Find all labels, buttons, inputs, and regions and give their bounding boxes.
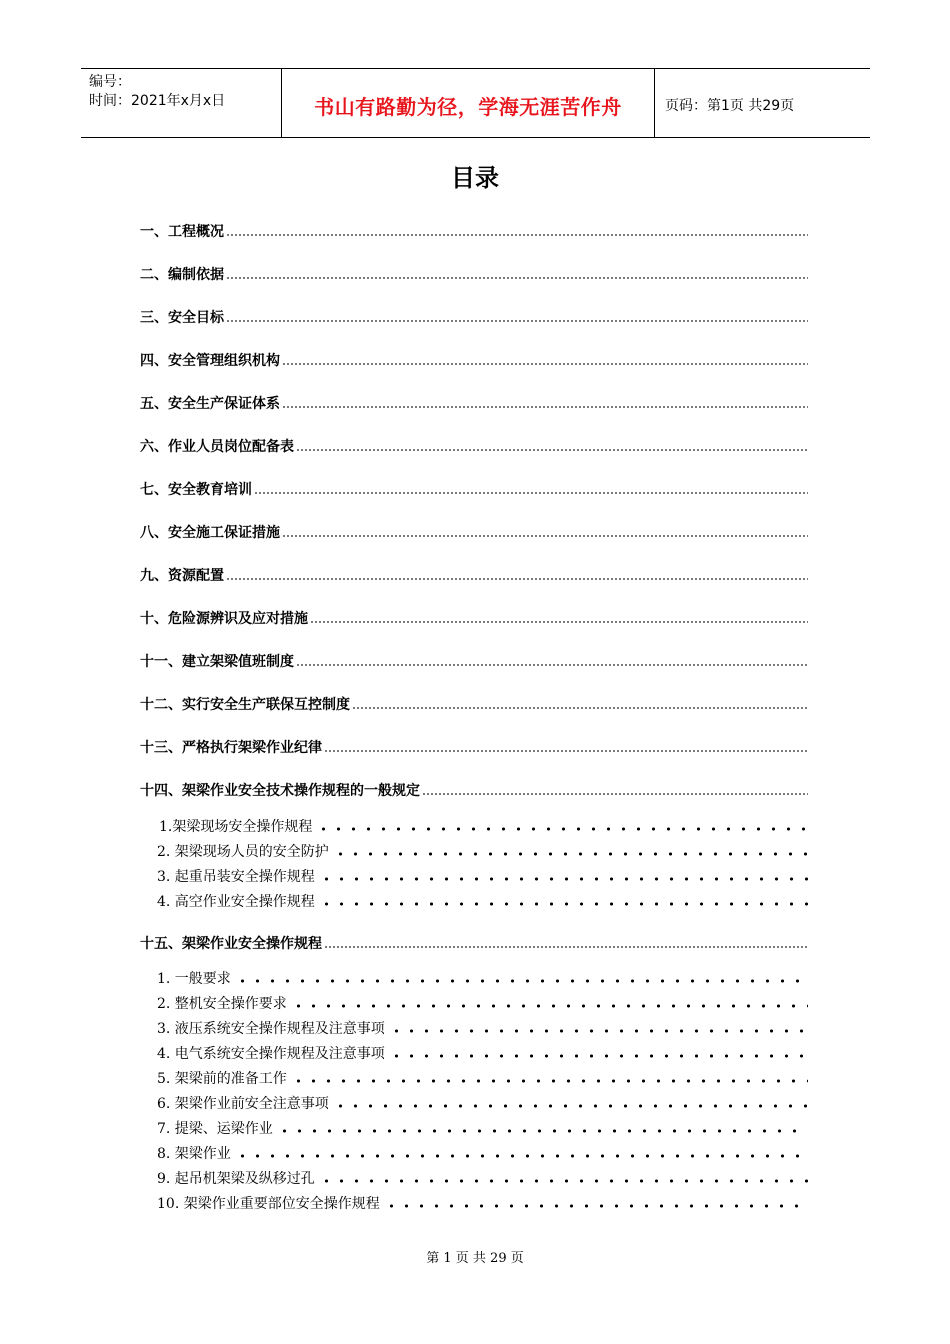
toc-subentry[interactable] xyxy=(157,1194,808,1214)
toc-entry-label: 一、工程概况 xyxy=(140,224,224,240)
toc-entry-label: 七、安全教育培训 xyxy=(140,482,252,498)
toc-entry[interactable] xyxy=(140,695,808,715)
dot-leader xyxy=(352,707,808,709)
toc-subentry-label: 1.架梁现场安全操作规程 xyxy=(159,819,313,835)
dot-leader xyxy=(310,621,808,623)
header-table xyxy=(81,68,870,138)
dot-leader xyxy=(333,1104,808,1108)
toc-subentry-label: 1. 一般要求 xyxy=(157,971,231,987)
toc-entry-label: 十五、架梁作业安全操作规程 xyxy=(140,936,322,952)
toc-subentry[interactable] xyxy=(157,867,808,887)
dot-leader xyxy=(324,946,808,948)
document-time-label: 时间：2021年x月x日 xyxy=(89,93,226,109)
dot-leader xyxy=(226,234,808,236)
toc-subentry[interactable] xyxy=(157,1044,808,1064)
dot-leader xyxy=(291,1004,808,1008)
toc-subentry[interactable] xyxy=(157,892,808,912)
dot-leader xyxy=(226,320,808,322)
dot-leader xyxy=(422,793,808,795)
dot-leader xyxy=(235,1154,808,1158)
toc-subentry-label: 4. 高空作业安全操作规程 xyxy=(157,894,315,910)
toc-entry[interactable] xyxy=(140,480,808,500)
toc-subentry-label: 3. 起重吊装安全操作规程 xyxy=(157,869,315,885)
dot-leader xyxy=(291,1079,808,1083)
toc-entry[interactable] xyxy=(140,394,808,414)
dot-leader xyxy=(235,979,808,983)
toc-subentry-label: 7. 提梁、运梁作业 xyxy=(157,1121,273,1137)
dot-leader xyxy=(389,1029,808,1033)
toc-entry-label: 四、安全管理组织机构 xyxy=(140,353,280,369)
toc-entry-label: 十一、建立架梁值班制度 xyxy=(140,654,294,670)
dot-leader xyxy=(319,1179,808,1183)
dot-leader xyxy=(296,664,808,666)
toc-subentry[interactable] xyxy=(157,1169,808,1189)
toc-subentry-label: 8. 架梁作业 xyxy=(157,1146,231,1162)
page-title: 目录 xyxy=(451,164,499,192)
toc-entry-label: 六、作业人员岗位配备表 xyxy=(140,439,294,455)
toc-entry-label: 五、安全生产保证体系 xyxy=(140,396,280,412)
dot-leader xyxy=(296,449,808,451)
toc-entry[interactable] xyxy=(140,351,808,371)
dot-leader xyxy=(333,852,808,856)
header-right-cell xyxy=(655,69,870,137)
dot-leader xyxy=(389,1054,808,1058)
dot-leader xyxy=(282,406,808,408)
toc-entry[interactable] xyxy=(140,652,808,672)
toc-entry[interactable] xyxy=(140,265,808,285)
toc-subentry[interactable] xyxy=(157,969,808,989)
dot-leader xyxy=(226,578,808,580)
toc-subentry[interactable] xyxy=(157,842,808,862)
dot-leader xyxy=(324,750,808,752)
toc-entry[interactable] xyxy=(140,781,808,801)
dot-leader xyxy=(282,363,808,365)
toc-entry[interactable] xyxy=(140,609,808,629)
toc-entry[interactable] xyxy=(140,934,808,954)
dot-leader xyxy=(277,1129,808,1133)
toc-entry[interactable] xyxy=(140,308,808,328)
toc-entry[interactable] xyxy=(140,523,808,543)
toc-subentry-label: 5. 架梁前的准备工作 xyxy=(157,1071,287,1087)
toc-subentry[interactable] xyxy=(157,994,808,1014)
dot-leader xyxy=(282,535,808,537)
toc-subentry-label: 9. 起吊机架梁及纵移过孔 xyxy=(157,1171,315,1187)
header-page-info: 页码：第1页 共29页 xyxy=(665,98,795,114)
header-left-cell xyxy=(81,69,282,137)
toc-subentry-label: 2. 架梁现场人员的安全防护 xyxy=(157,844,329,860)
toc-entry-label: 三、安全目标 xyxy=(140,310,224,326)
toc-entry[interactable] xyxy=(140,222,808,242)
toc-entry-label: 十三、严格执行架梁作业纪律 xyxy=(140,740,322,756)
toc-entry[interactable] xyxy=(140,566,808,586)
dot-leader xyxy=(319,902,808,906)
dot-leader xyxy=(319,877,808,881)
toc-subentry[interactable] xyxy=(157,1019,808,1039)
toc-subentry[interactable] xyxy=(157,1119,808,1139)
toc-subentry-label: 6. 架梁作业前安全注意事项 xyxy=(157,1096,329,1112)
toc-subentry[interactable] xyxy=(157,1144,808,1164)
dot-leader xyxy=(226,277,808,279)
toc-subentry-label: 2. 整机安全操作要求 xyxy=(157,996,287,1012)
header-middle-cell xyxy=(282,69,655,137)
toc-subentry-label: 4. 电气系统安全操作规程及注意事项 xyxy=(157,1046,385,1062)
toc-subentry-label: 3. 液压系统安全操作规程及注意事项 xyxy=(157,1021,385,1037)
dot-leader xyxy=(384,1204,808,1208)
toc-entry-label: 八、安全施工保证措施 xyxy=(140,525,280,541)
header-motto: 书山有路勤为径，学海无涯苦作舟 xyxy=(314,95,622,119)
toc-subentry[interactable] xyxy=(159,817,808,837)
toc-entry[interactable] xyxy=(140,738,808,758)
toc-entry-label: 二、编制依据 xyxy=(140,267,224,283)
toc-subentry[interactable] xyxy=(157,1094,808,1114)
toc-entry-label: 十四、架梁作业安全技术操作规程的一般规定 xyxy=(140,783,420,799)
toc-entry-label: 九、资源配置 xyxy=(140,568,224,584)
page-footer: 第 1 页 共 29 页 xyxy=(426,1251,524,1266)
toc-subentry[interactable] xyxy=(157,1069,808,1089)
toc-entry-label: 十、危险源辨识及应对措施 xyxy=(140,611,308,627)
document-number-label: 编号： xyxy=(89,74,131,90)
toc-subentry-label: 10. 架梁作业重要部位安全操作规程 xyxy=(157,1196,380,1212)
toc-entry[interactable] xyxy=(140,437,808,457)
dot-leader xyxy=(254,492,808,494)
toc-entry-label: 十二、实行安全生产联保互控制度 xyxy=(140,697,350,713)
dot-leader xyxy=(316,827,808,831)
